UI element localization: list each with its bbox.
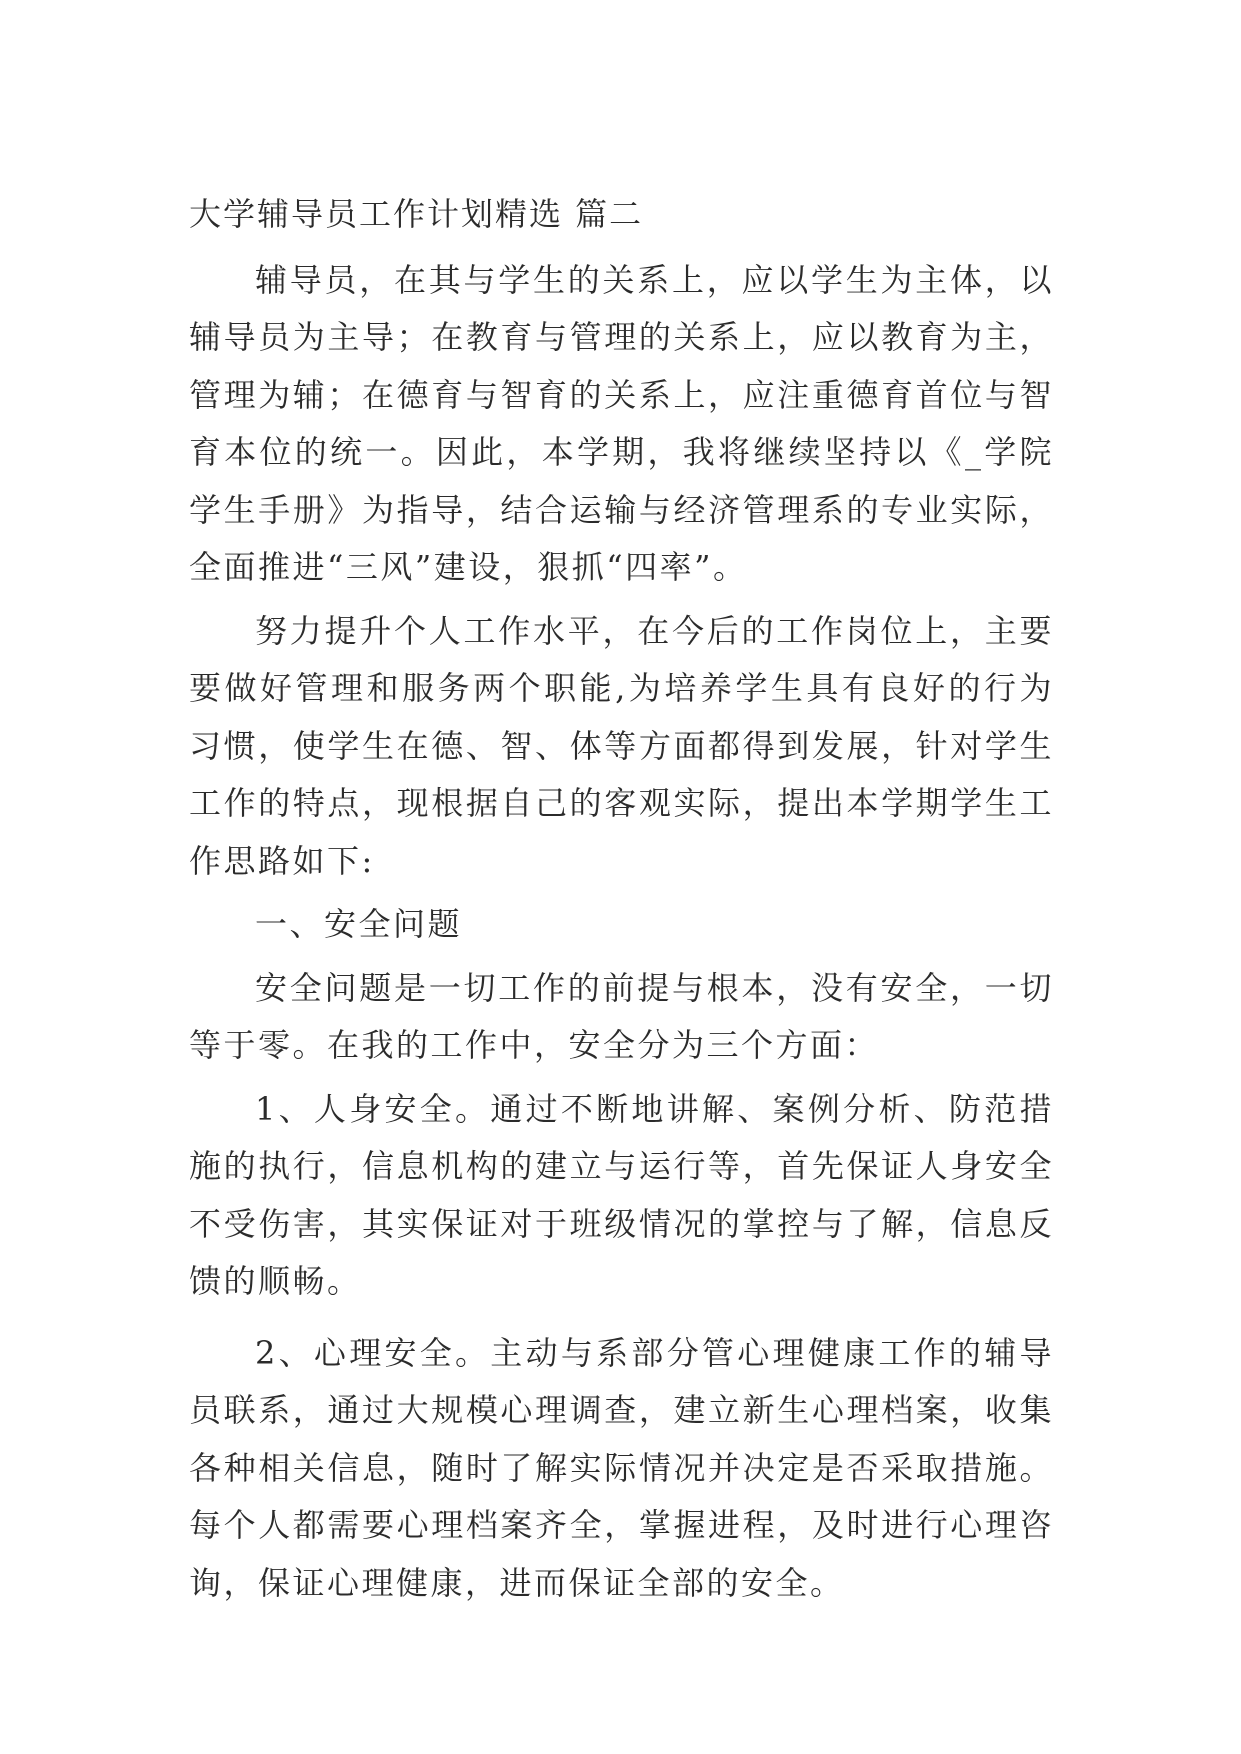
document-body xyxy=(189,186,1054,1618)
document-title: 大学辅导员工作计划精选 篇二 xyxy=(189,195,644,233)
item-personal-safety: 1、人身安全。通过不断地讲解、案例分析、防范措施的执行，信息机构的建立与运行等，首先保证人身安全不受伤害，其实保证对于班级情况的掌控与了解，信息反馈的顺畅。 xyxy=(189,1089,1054,1300)
section-heading: 一、安全问题 xyxy=(255,905,463,943)
section-intro: 安全问题是一切工作的前提与根本，没有安全，一切等于零。在我的工作中，安全分为三个方面： xyxy=(189,968,1054,1064)
paragraph-2: 努力提升个人工作水平，在今后的工作岗位上，主要要做好管理和服务两个职能,为培养学生具有良好的行为习惯，使学生在德、智、体等方面都得到发展，针对学生工作的特点，现根据自己的客观实际，提出本学期学生工作思路如下: xyxy=(189,611,1054,880)
item-psychological-safety: 2、心理安全。主动与系部分管心理健康工作的辅导员联系，通过大规模心理调查，建立新生心理档案，收集各种相关信息，随时了解实际情况并决定是否采取措施。每个人都需要心理档案齐全，掌握进程，及时进行心理咨询，保证心理健康，进而保证全部的安全。 xyxy=(189,1333,1054,1602)
paragraph-1: 辅导员，在其与学生的关系上，应以学生为主体，以辅导员为主导；在教育与管理的关系上，应以教育为主，管理为辅；在德育与智育的关系上，应注重德育首位与智育本位的统一。因此，本学期，我将继续坚持以《_学院学生手册》为指导，结合运输与经济管理系的专业实际，全面推进“三风”建设，狠抓“四率”。 xyxy=(189,260,1054,586)
